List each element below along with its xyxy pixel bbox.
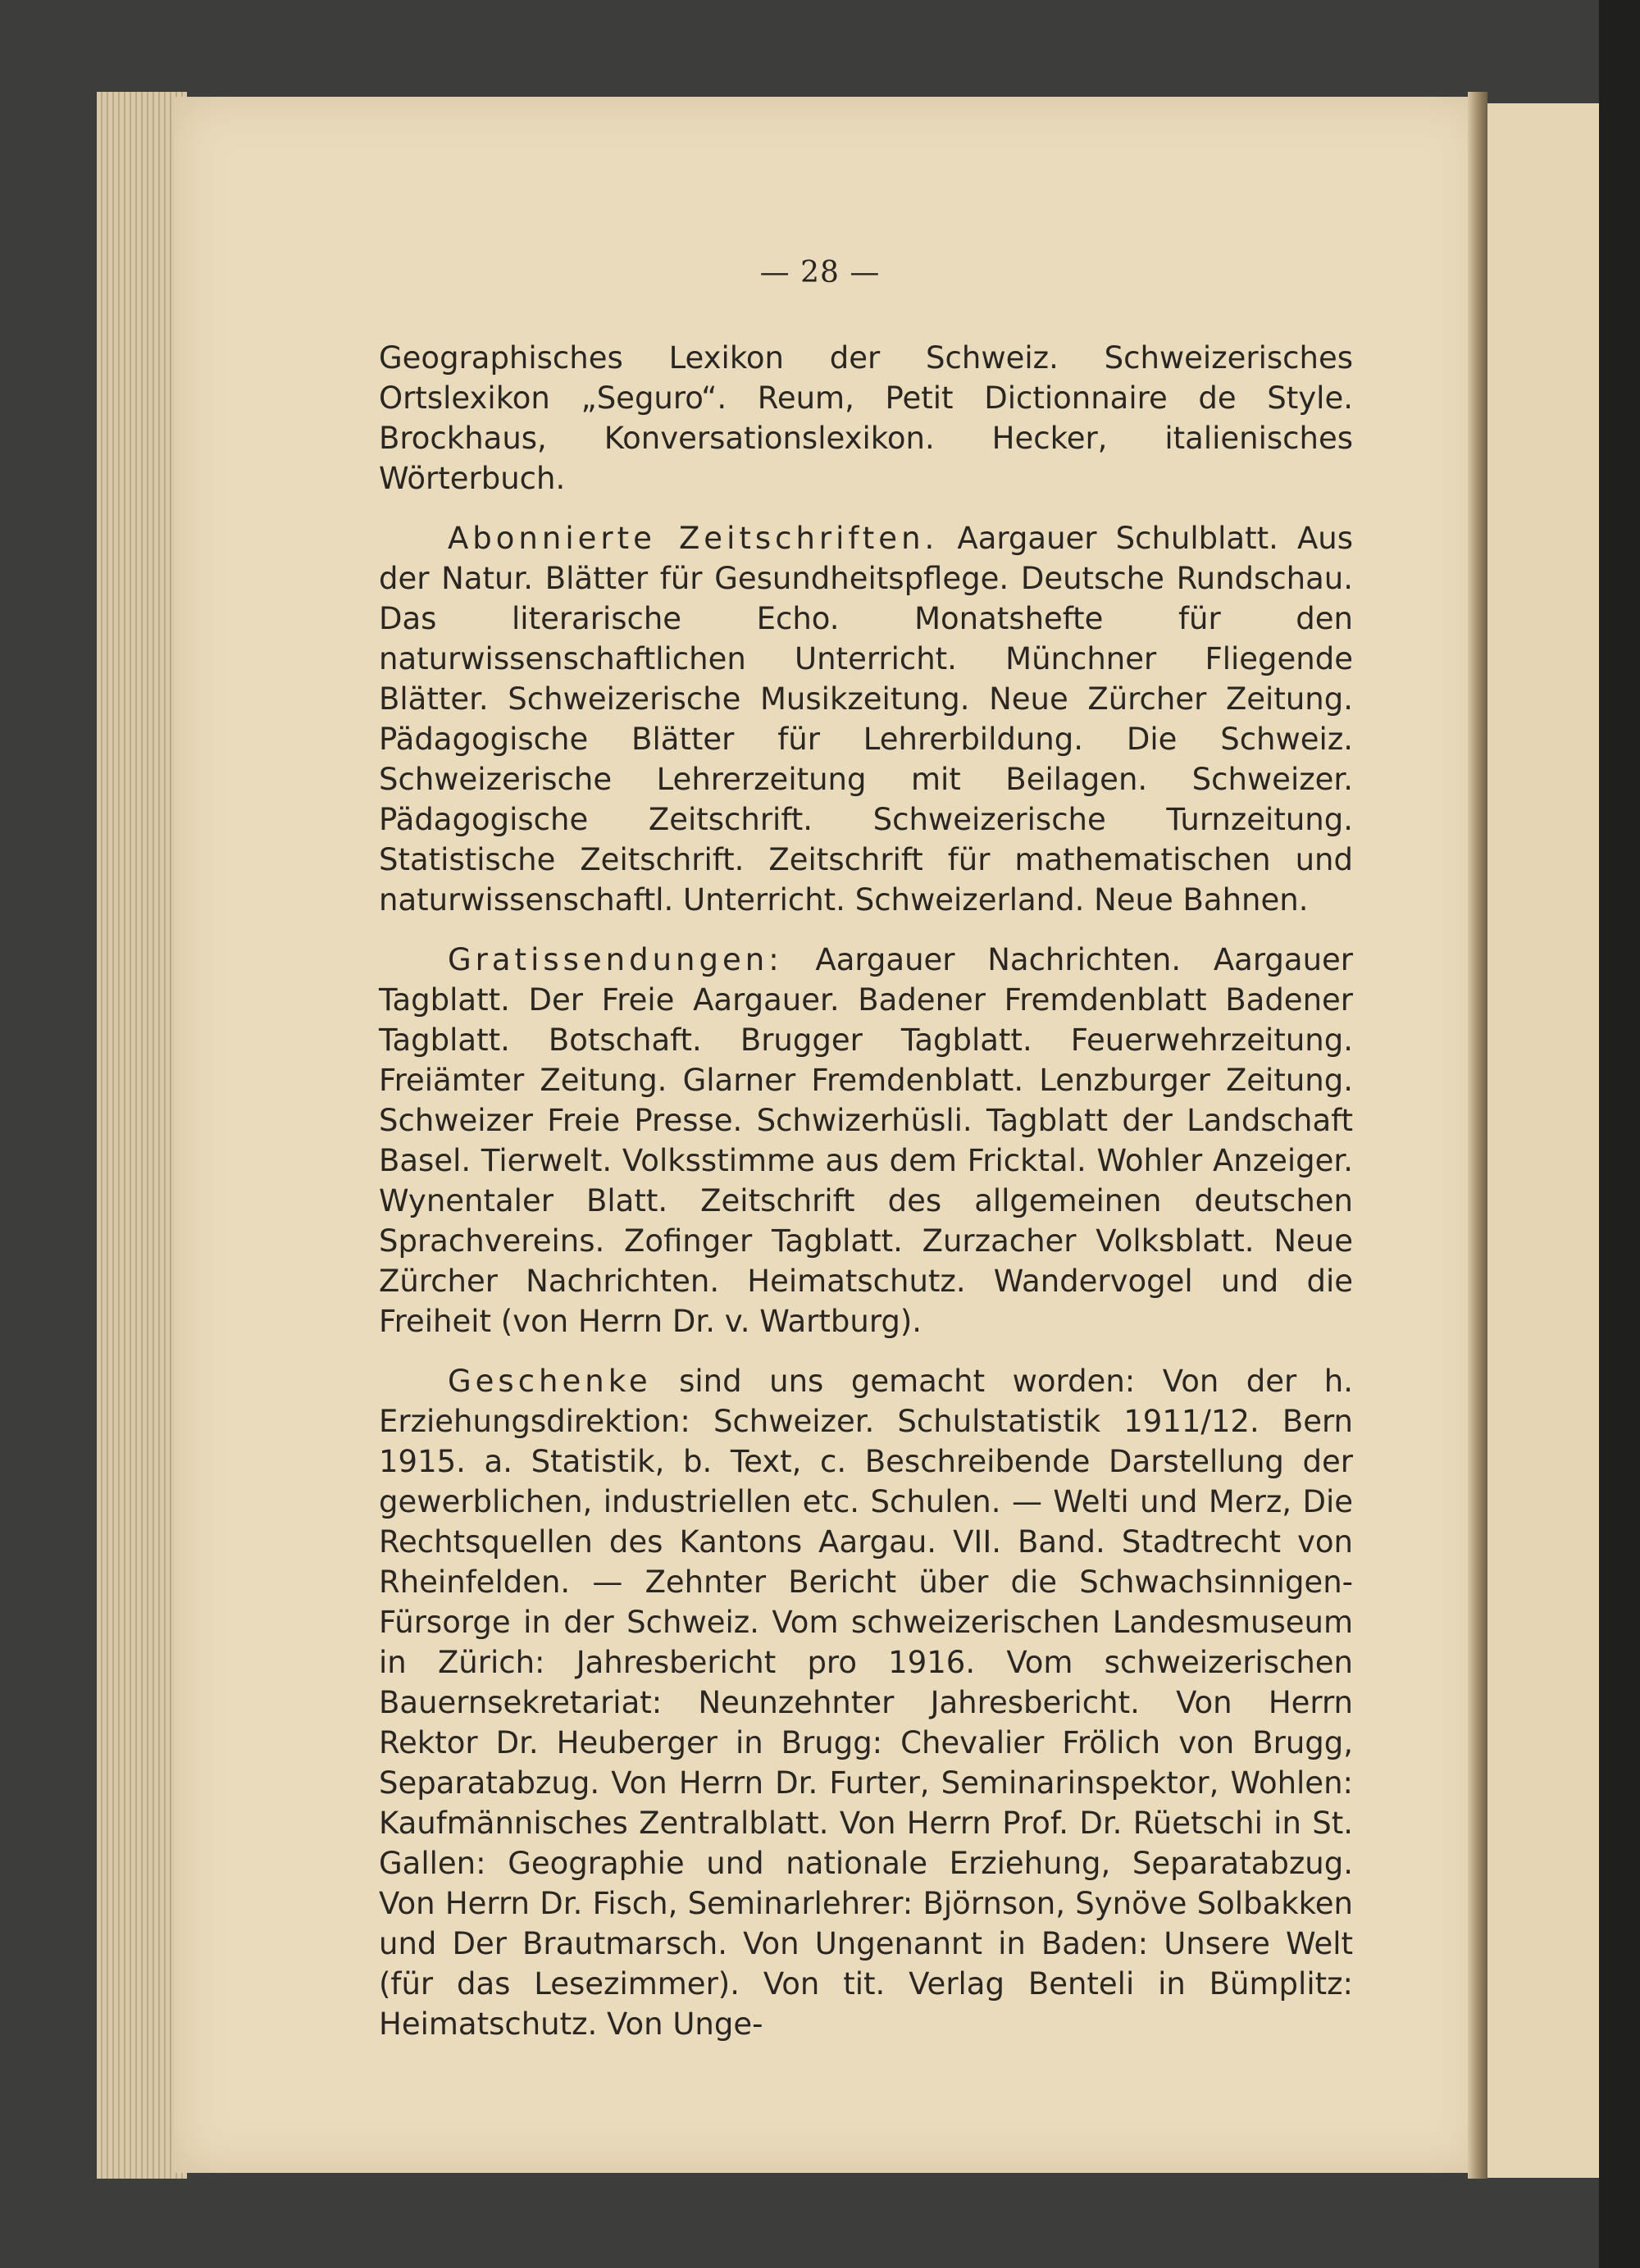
section-heading: Abonnierte Zeitschriften. [448,521,939,556]
paragraph-text: Aargauer Nachrichten. Aargauer Tagblatt. Der Freie Aargauer. Badener Fremdenblatt Badener Tagblatt. Botschaft. Brugger Tagblatt. Feuerwehrzeitung. Freiämter Zeitung. Glarner Fremdenblatt. Lenzburger Zeitung. Schweizer Freie Presse. Schwizerhüsli. Tagblatt der Landschaft Basel. Tierwelt. Volksstimme aus dem Fricktal. Wohler Anzeiger. Wynentaler Blatt. Zeitschrift des allgemeinen deutschen Sprachvereins. Zofinger Tagblatt. Zurzacher Volksblatt. Neue Zürcher Nachrichten. Heimatschutz. Wandervogel und die Freiheit (von Herrn Dr. v. Wartburg). [379,942,1353,1339]
body-text [379,338,1353,2044]
paragraph-reference-books [379,338,1353,499]
scanner-edge [1599,0,1640,2268]
paragraph-subscribed-journals [379,518,1353,920]
page-number: — 28 — [759,256,881,289]
paragraph-free-deliveries [379,940,1353,1341]
paragraph-text: Geographisches Lexikon der Schweiz. Schweizerisches Ortslexikon „Seguro“. Reum, Petit Dictionnaire de Style. Brockhaus, Konversationslexikon. Hecker, italienisches Wörterbuch. [379,340,1353,496]
section-heading: Gratissendungen: [448,942,783,977]
paragraph-text: sind uns gemacht worden: Von der h. Erziehungsdirektion: Schweizer. Schulstatistik 1911/12. Bern 1915. a. Statistik, b. Text, c. Beschreibende Darstellung der gewerblichen, industriellen etc. Schulen. — Welti und Merz, Die Rechtsquellen des Kantons Aargau. VII. Band. Stadtrecht von Rheinfelden. — Zehnter Bericht über die Schwachsinnigen-Fürsorge in der Schweiz. Vom schweizerischen Landesmuseum in Zürich: Jahresbericht pro 1916. Vom schweizerischen Bauernsekretariat: Neunzehnter Jahresbericht. Von Herrn Rektor Dr. Heuberger in Brugg: Chevalier Frölich von Brugg, Separatabzug. Von Herrn Dr. Furter, Seminarinspektor, Wohlen: Kaufmännisches Zentralblatt. Von Herrn Prof. Dr. Rüetschi in St. Gallen: Geographie und nationale Erziehung, Separatabzug. Von Herrn Dr. Fisch, Seminarlehrer: Björnson, Synöve Solbakken und Der Brautmarsch. Von Ungenannt in Baden: Unsere Welt (für das Lesezimmer). Von tit. Verlag Benteli in Bümplitz: Heimatschutz. Von Unge- [379,1364,1353,2042]
paragraph-gifts [379,1361,1353,2044]
section-heading: Geschenke [448,1364,652,1399]
book-gutter [1468,92,1487,2179]
paragraph-text: Aargauer Schulblatt. Aus der Natur. Blätter für Gesundheitspflege. Deutsche Rundschau. Das literarische Echo. Monatshefte für den naturwissenschaftlichen Unterricht. Münchner Fliegende Blätter. Schweizerische Musikzeitung. Neue Zürcher Zeitung. Pädagogische Blätter für Lehrerbildung. Die Schweiz. Schweizerische Lehrerzeitung mit Beilagen. Schweizer. Pädagogische Zeitschrift. Schweizerische Turnzeitung. Statistische Zeitschrift. Zeitschrift für mathematischen und naturwissenschaftl. Unterricht. Schweizerland. Neue Bahnen. [379,521,1353,918]
